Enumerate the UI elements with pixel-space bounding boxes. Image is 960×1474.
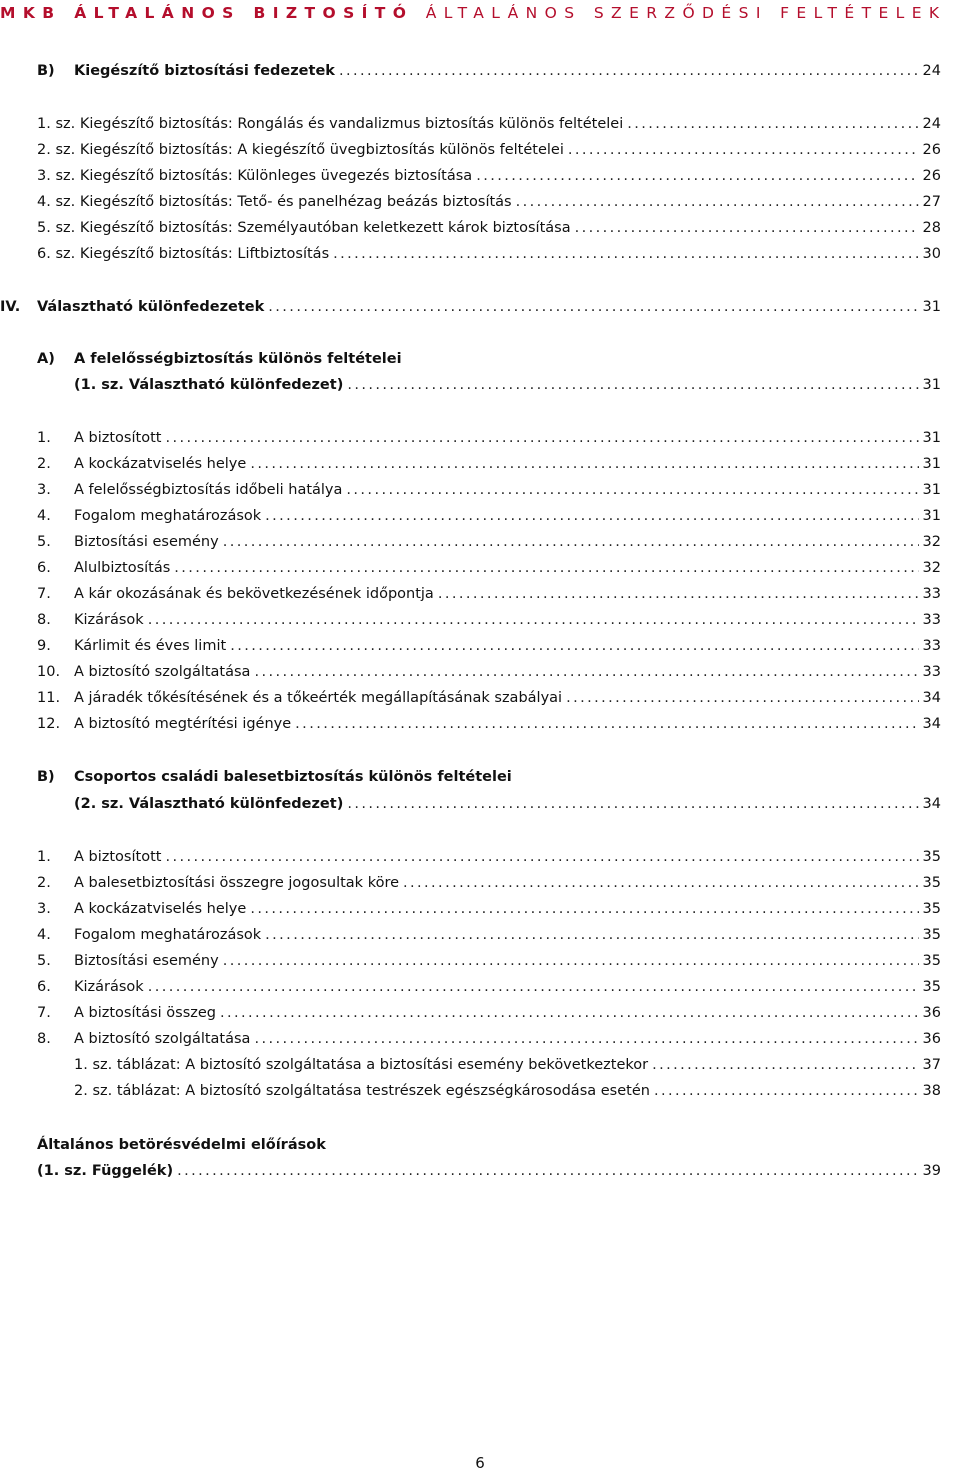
toc-entry-number: 4. — [37, 508, 51, 524]
toc-entry-label: A biztosított — [74, 849, 162, 865]
toc-entry-page: 24 — [922, 116, 941, 132]
toc-entry-page: 32 — [922, 560, 941, 576]
dot-leader — [223, 949, 919, 973]
toc-entry-label: 1. sz. Kiegészítő biztosítás: Rongálás és vandalizmus biztosítás különös feltételei — [37, 116, 624, 132]
dot-leader — [438, 582, 919, 606]
toc-entry-table-1[interactable] — [74, 1053, 941, 1077]
toc-entry-a-9[interactable] — [37, 634, 941, 658]
toc-entry-label-continued: (1. sz. Választható különfedezet) — [74, 377, 344, 393]
toc-section-a-heading[interactable] — [37, 347, 402, 371]
toc-entry-page: 39 — [922, 1163, 941, 1179]
toc-entry-page: 35 — [922, 927, 941, 943]
dot-leader — [652, 1053, 918, 1077]
dot-leader — [177, 1159, 918, 1183]
toc-entry-label: A balesetbiztosítási összegre jogosultak köre — [74, 875, 400, 891]
toc-entry-label: 6. sz. Kiegészítő biztosítás: Liftbiztosítás — [37, 246, 330, 262]
dot-leader — [220, 1001, 919, 1025]
toc-entry-label: A járadék tőkésítésének és a tőkeérték megállapításának szabályai — [74, 690, 563, 706]
dot-leader — [254, 660, 918, 684]
dot-leader — [654, 1079, 919, 1103]
toc-entry-label-continued: (2. sz. Választható különfedezet) — [74, 796, 344, 812]
toc-entry-number: 1. — [37, 849, 51, 865]
toc-entry-page: 33 — [922, 638, 941, 654]
dot-leader — [346, 478, 918, 502]
toc-entry-page: 31 — [922, 299, 941, 315]
toc-entry-a-6[interactable] — [37, 556, 941, 580]
dot-leader — [148, 608, 919, 632]
toc-entry-a-10[interactable] — [37, 660, 941, 684]
toc-entry-number: 6. — [37, 979, 51, 995]
dot-leader — [265, 923, 918, 947]
toc-entry-a-1[interactable] — [37, 426, 941, 450]
toc-entry-label: Kizárások — [74, 979, 144, 995]
toc-entry-label: A kár okozásának és bekövetkezésének időpontja — [74, 586, 434, 602]
dot-leader — [347, 373, 918, 397]
toc-entry-page: 34 — [922, 716, 941, 732]
dot-leader — [250, 897, 918, 921]
dot-leader — [174, 556, 918, 580]
toc-entry-kieg-3[interactable] — [37, 164, 941, 188]
toc-entry-number: 4. — [37, 927, 51, 943]
dot-leader — [295, 712, 918, 736]
toc-entry-kieg-4[interactable] — [37, 190, 941, 214]
toc-entry-a-11[interactable] — [37, 686, 941, 710]
toc-entry-label: A biztosító szolgáltatása — [74, 664, 251, 680]
header-document-title: ÁLTALÁNOS SZERZŐDÉSI FELTÉTELEK — [425, 4, 947, 22]
toc-entry-a-3[interactable] — [37, 478, 941, 502]
dot-leader — [254, 1027, 918, 1051]
toc-entry-page: 26 — [922, 142, 941, 158]
toc-entry-number: B) — [37, 63, 55, 79]
toc-entry-label: Fogalom meghatározások — [74, 927, 262, 943]
toc-entry-page: 31 — [922, 456, 941, 472]
toc-entry-page: 28 — [922, 220, 941, 236]
toc-entry-section-a[interactable] — [74, 373, 941, 397]
dot-leader — [333, 242, 918, 266]
toc-entry-label: A biztosított — [74, 430, 162, 446]
toc-entry-page: 36 — [922, 1031, 941, 1047]
toc-entry-a-7[interactable] — [37, 582, 941, 606]
toc-entry-b-5[interactable] — [37, 949, 941, 973]
toc-entry-label: Fogalom meghatározások — [74, 508, 262, 524]
toc-entry-page: 37 — [922, 1057, 941, 1073]
toc-entry-label: Csoportos családi balesetbiztosítás különös feltételei — [74, 769, 512, 785]
toc-entry-label: 2. sz. táblázat: A biztosító szolgáltatása testrészek egészségkárosodása esetén — [74, 1083, 650, 1099]
toc-entry-number: 1. — [37, 430, 51, 446]
toc-entry-number: 8. — [37, 1031, 51, 1047]
toc-entry-page: 34 — [922, 690, 941, 706]
toc-entry-a-5[interactable] — [37, 530, 941, 554]
toc-entry-kieg-1[interactable] — [37, 112, 941, 136]
toc-entry-page: 33 — [922, 664, 941, 680]
toc-entry-page: 35 — [922, 979, 941, 995]
page-number: 6 — [475, 1454, 485, 1472]
toc-entry-label: Biztosítási esemény — [74, 953, 219, 969]
toc-entry-a-2[interactable] — [37, 452, 941, 476]
dot-leader — [627, 112, 918, 136]
toc-entry-number: 5. — [37, 534, 51, 550]
toc-entry-b-7[interactable] — [37, 1001, 941, 1025]
toc-entry-b-8[interactable] — [37, 1027, 941, 1051]
toc-entry-b-1[interactable] — [37, 845, 941, 869]
toc-entry-kieg-2[interactable] — [37, 138, 941, 162]
toc-entry-page: 33 — [922, 586, 941, 602]
toc-entry-label: Választható különfedezetek — [37, 299, 265, 315]
dot-leader — [148, 975, 919, 999]
dot-leader — [265, 504, 918, 528]
toc-entry-label: 2. sz. Kiegészítő biztosítás: A kiegészítő üvegbiztosítás különös feltételei — [37, 142, 564, 158]
toc-entry-number: 6. — [37, 560, 51, 576]
toc-entry-label: A biztosítási összeg — [74, 1005, 216, 1021]
toc-entry-page: 26 — [922, 168, 941, 184]
dot-leader — [250, 452, 918, 476]
toc-entry-number: 7. — [37, 586, 51, 602]
toc-entry-number: 5. — [37, 953, 51, 969]
toc-entry-label: A felelősségbiztosítás időbeli hatálya — [74, 482, 343, 498]
toc-entry-page: 35 — [922, 849, 941, 865]
toc-entry-page: 27 — [922, 194, 941, 210]
toc-entry-label-continued: (1. sz. Függelék) — [37, 1163, 174, 1179]
dot-leader — [223, 530, 919, 554]
toc-entry-section-b[interactable] — [37, 59, 941, 83]
toc-entry-page: 31 — [922, 430, 941, 446]
toc-entry-number: 2. — [37, 875, 51, 891]
dot-leader — [568, 138, 919, 162]
toc-entry-kieg-6[interactable] — [37, 242, 941, 266]
toc-entry-page: 31 — [922, 377, 941, 393]
toc-entry-label: A felelősségbiztosítás különös feltételei — [74, 351, 402, 367]
toc-entry-page: 30 — [922, 246, 941, 262]
toc-entry-page: 31 — [922, 508, 941, 524]
toc-entry-number: B) — [37, 769, 55, 785]
toc-entry-label: Kizárások — [74, 612, 144, 628]
toc-entry-label: Alulbiztosítás — [74, 560, 171, 576]
toc-entry-number: 8. — [37, 612, 51, 628]
dot-leader — [165, 426, 918, 450]
toc-entry-page: 36 — [922, 1005, 941, 1021]
toc-entry-kieg-5[interactable] — [37, 216, 941, 240]
toc-entry-number: 12. — [37, 716, 61, 732]
toc-entry-section-iv[interactable] — [0, 295, 941, 319]
toc-entry-page: 38 — [922, 1083, 941, 1099]
toc-entry-number: 2. — [37, 456, 51, 472]
toc-entry-label: 5. sz. Kiegészítő biztosítás: Személyautóban keletkezett károk biztosítása — [37, 220, 571, 236]
toc-entry-number: IV. — [0, 299, 21, 315]
toc-entry-a-12[interactable] — [37, 712, 941, 736]
toc-entry-page: 35 — [922, 953, 941, 969]
toc-entry-b-4[interactable] — [37, 923, 941, 947]
toc-entry-label: A biztosító megtérítési igénye — [74, 716, 292, 732]
toc-entry-page: 32 — [922, 534, 941, 550]
toc-entry-number: 3. — [37, 901, 51, 917]
toc-entry-b-3[interactable] — [37, 897, 941, 921]
dot-leader — [268, 295, 918, 319]
dot-leader — [230, 634, 918, 658]
toc-entry-label: Általános betörésvédelmi előírások — [37, 1137, 326, 1153]
dot-leader — [339, 59, 919, 83]
toc-entry-number: 7. — [37, 1005, 51, 1021]
toc-entry-page: 33 — [922, 612, 941, 628]
toc-entry-label: A kockázatviselés helye — [74, 901, 247, 917]
toc-entry-table-2[interactable] — [74, 1079, 941, 1103]
dot-leader — [347, 792, 918, 816]
dot-leader — [165, 845, 918, 869]
toc-entry-page: 31 — [922, 482, 941, 498]
toc-entry-page: 35 — [922, 901, 941, 917]
toc-entry-a-8[interactable] — [37, 608, 941, 632]
dot-leader — [403, 871, 919, 895]
toc-entry-label: Biztosítási esemény — [74, 534, 219, 550]
toc-entry-a-4[interactable] — [37, 504, 941, 528]
toc-entry-appendix[interactable] — [37, 1159, 941, 1183]
toc-entry-label: Kiegészítő biztosítási fedezetek — [74, 63, 335, 79]
dot-leader — [575, 216, 919, 240]
toc-entry-label: 1. sz. táblázat: A biztosító szolgáltatása a biztosítási esemény bekövetkeztekor — [74, 1057, 649, 1073]
header-company-name: MKB ÁLTALÁNOS BIZTOSÍTÓ — [0, 4, 414, 22]
toc-entry-label: A biztosító szolgáltatása — [74, 1031, 251, 1047]
toc-entry-number: 10. — [37, 664, 61, 680]
dot-leader — [566, 686, 918, 710]
toc-section-b2-heading[interactable] — [37, 765, 512, 789]
toc-entry-label: 3. sz. Kiegészítő biztosítás: Különleges üvegezés biztosítása — [37, 168, 473, 184]
document-header — [0, 0, 960, 27]
toc-entry-label: Kárlimit és éves limit — [74, 638, 227, 654]
toc-entry-number: A) — [37, 351, 55, 367]
dot-leader — [516, 190, 919, 214]
toc-entry-section-b2[interactable] — [74, 792, 941, 816]
toc-entry-b-6[interactable] — [37, 975, 941, 999]
toc-entry-label: 4. sz. Kiegészítő biztosítás: Tető- és panelhézag beázás biztosítás — [37, 194, 512, 210]
toc-appendix-heading[interactable] — [37, 1133, 326, 1157]
toc-entry-label: A kockázatviselés helye — [74, 456, 247, 472]
toc-entry-page: 34 — [922, 796, 941, 812]
toc-entry-page: 35 — [922, 875, 941, 891]
toc-entry-b-2[interactable] — [37, 871, 941, 895]
toc-entry-page: 24 — [922, 63, 941, 79]
dot-leader — [476, 164, 918, 188]
toc-entry-number: 3. — [37, 482, 51, 498]
toc-entry-number: 11. — [37, 690, 61, 706]
toc-entry-number: 9. — [37, 638, 51, 654]
